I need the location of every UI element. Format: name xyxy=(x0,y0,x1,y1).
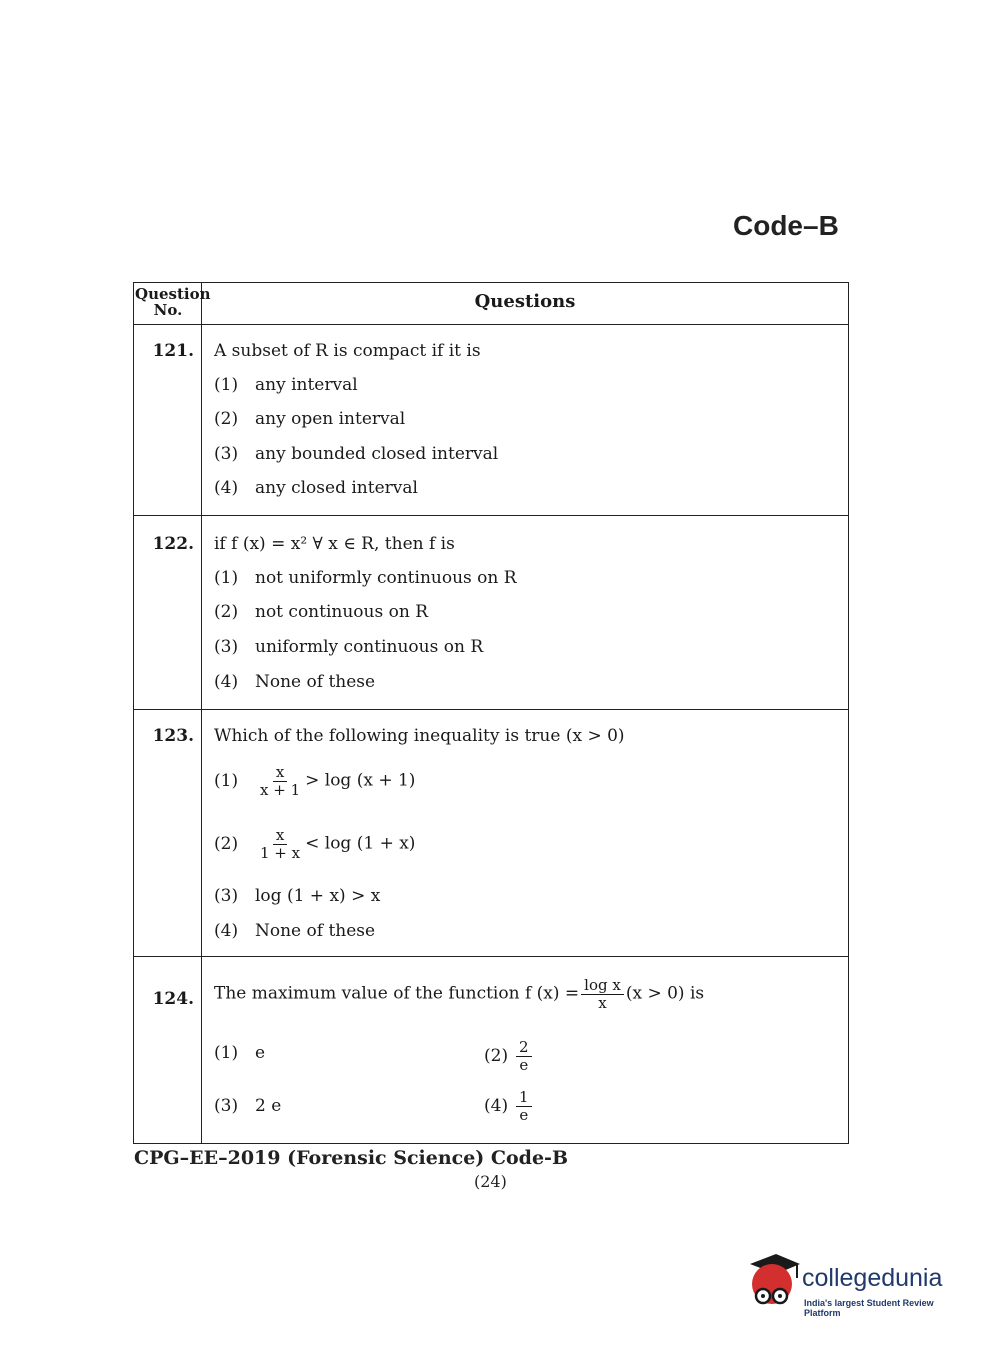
option: (1) any interval xyxy=(214,375,358,395)
option: (1) not uniformly continuous on R xyxy=(214,568,517,588)
option: (3) any bounded closed interval xyxy=(214,444,499,464)
option: (2) $\frac{x}{1 + x}$ < log (1 + x) xyxy=(214,826,416,862)
questions-header: Questions xyxy=(474,291,576,312)
option: (4) None of these xyxy=(214,921,376,941)
option: (3) 2 e xyxy=(214,1096,282,1116)
question-text: Which of the following inequality is true (x > 0) xyxy=(214,726,625,746)
row-divider xyxy=(134,709,848,710)
question-table xyxy=(133,282,849,1144)
fraction: $\frac{x}{x + 1}$ xyxy=(260,763,301,799)
header-divider xyxy=(134,324,848,325)
option: (2) any open interval xyxy=(214,409,406,429)
fraction: $\frac{x}{1 + x}$ xyxy=(260,826,301,862)
question-number: 124. xyxy=(152,989,194,1009)
fraction: $\frac{\text{log x}}{x}$ xyxy=(581,977,624,1011)
code-label: Code–B xyxy=(733,210,839,241)
mascot-icon xyxy=(742,1250,802,1312)
option: (3) log (1 + x) > x xyxy=(214,886,381,906)
collegedunia-logo xyxy=(742,1250,972,1320)
column-divider xyxy=(201,283,202,1143)
footer-exam-code: CPG–EE–2019 (Forensic Science) Code-B xyxy=(134,1147,569,1169)
option: (2) not continuous on R xyxy=(214,602,428,622)
row-divider xyxy=(134,515,848,516)
option: (3) uniformly continuous on R xyxy=(214,637,484,657)
option: (4) None of these xyxy=(214,672,376,692)
question-number: 121. xyxy=(152,341,194,361)
question-number-header: Question No. xyxy=(135,285,211,319)
logo-tagline: India's largest Student Review Platform xyxy=(804,1298,934,1318)
option: (1) e xyxy=(214,1043,266,1063)
fraction: $\frac{2}{e}$ xyxy=(516,1039,532,1073)
question-text: if f (x) = x² ∀ x ∈ R, then f is xyxy=(214,534,455,554)
option: (2) $\frac{2}{e}$ xyxy=(484,1039,534,1073)
logo-wordmark: collegedunia xyxy=(802,1264,943,1292)
fraction: $\frac{1}{e}$ xyxy=(516,1089,532,1123)
row-divider xyxy=(134,956,848,957)
option: (1) $\frac{x}{x + 1}$ > log (x + 1) xyxy=(214,763,416,799)
question-number: 122. xyxy=(152,534,194,554)
question-text: A subset of R is compact if it is xyxy=(214,341,481,361)
question-number: 123. xyxy=(152,726,194,746)
page-number: (24) xyxy=(474,1172,507,1191)
option: (4) any closed interval xyxy=(214,478,418,498)
option: (4) $\frac{1}{e}$ xyxy=(484,1089,534,1123)
question-text: The maximum value of the function f (x) = $\frac{\text{log x}}{x}$ (x > 0) is xyxy=(214,976,705,1012)
